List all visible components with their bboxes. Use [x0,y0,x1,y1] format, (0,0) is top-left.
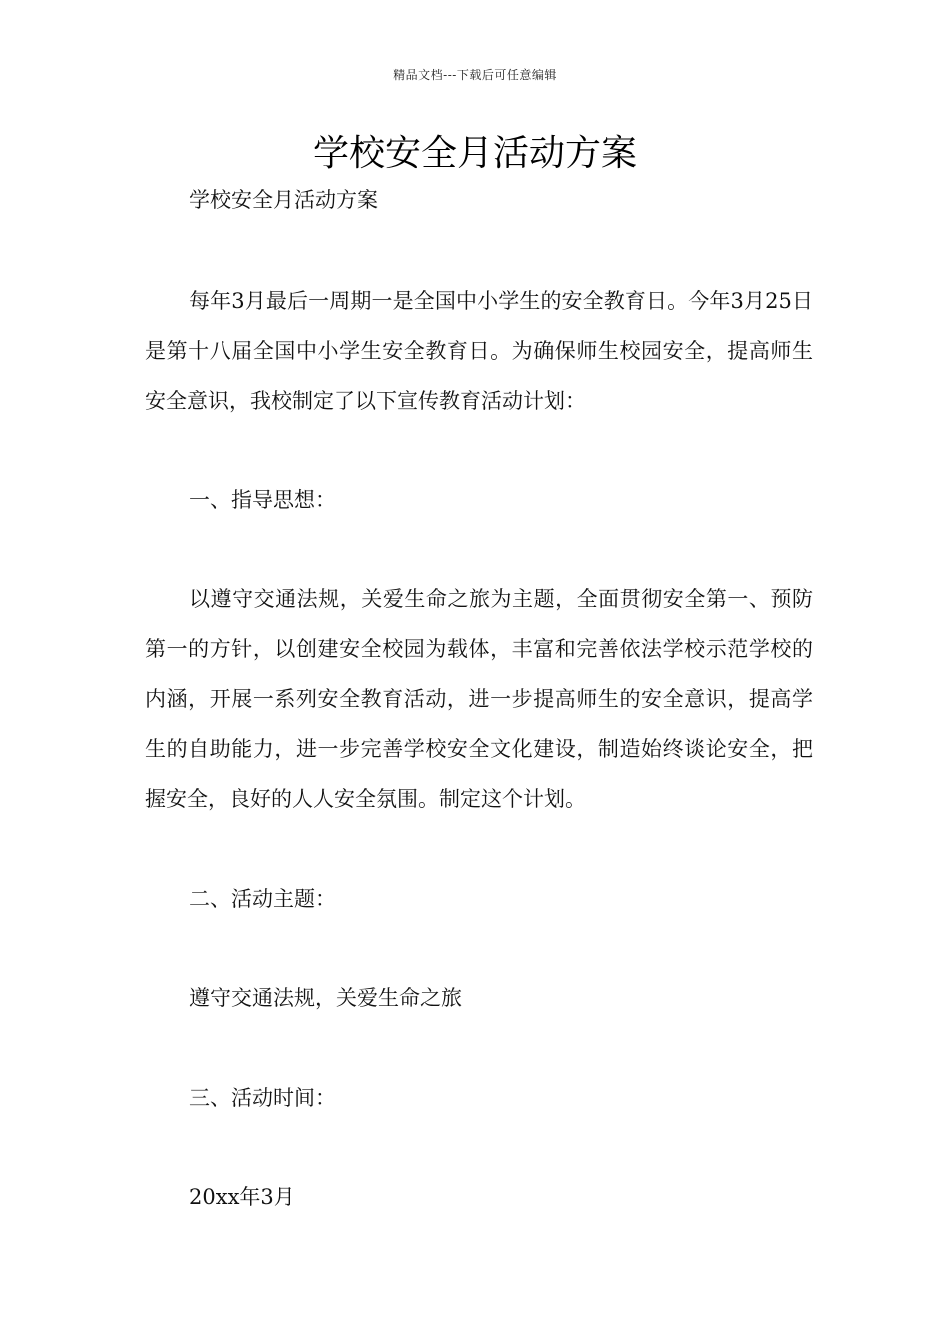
section-1-body: 以遵守交通法规，关爱生命之旅为主题，全面贯彻安全第一、预防第一的方针，以创建安全校园为载体，丰富和完善依法学校示范学校的内涵，开展一系列安全教育活动，进一步提高师生的安全意识，提高学生的自助能力，进一步完善学校安全文化建设，制造始终谈论安全，把握安全，良好的人人安全氛围。制定这个计划。 [145,587,813,811]
document-title: 学校安全月活动方案 [312,133,637,174]
header-note: 精品文档---下载后可任意编辑 [393,68,557,82]
intro-paragraph: 每年3月最后一周期一是全国中小学生的安全教育日。今年3月25日是第十八届全国中小学生安全教育日。为确保师生校园安全，提高师生安全意识，我校制定了以下宣传教育活动计划： [145,289,813,413]
document-subtitle: 学校安全月活动方案 [189,188,378,212]
section-3-heading: 三、活动时间： [189,1086,336,1110]
section-2-heading: 二、活动主题： [189,887,336,911]
section-3-body: 20xx年3月 [189,1185,295,1209]
section-2-body: 遵守交通法规，关爱生命之旅 [189,986,462,1010]
section-1-heading: 一、指导思想： [189,488,336,512]
